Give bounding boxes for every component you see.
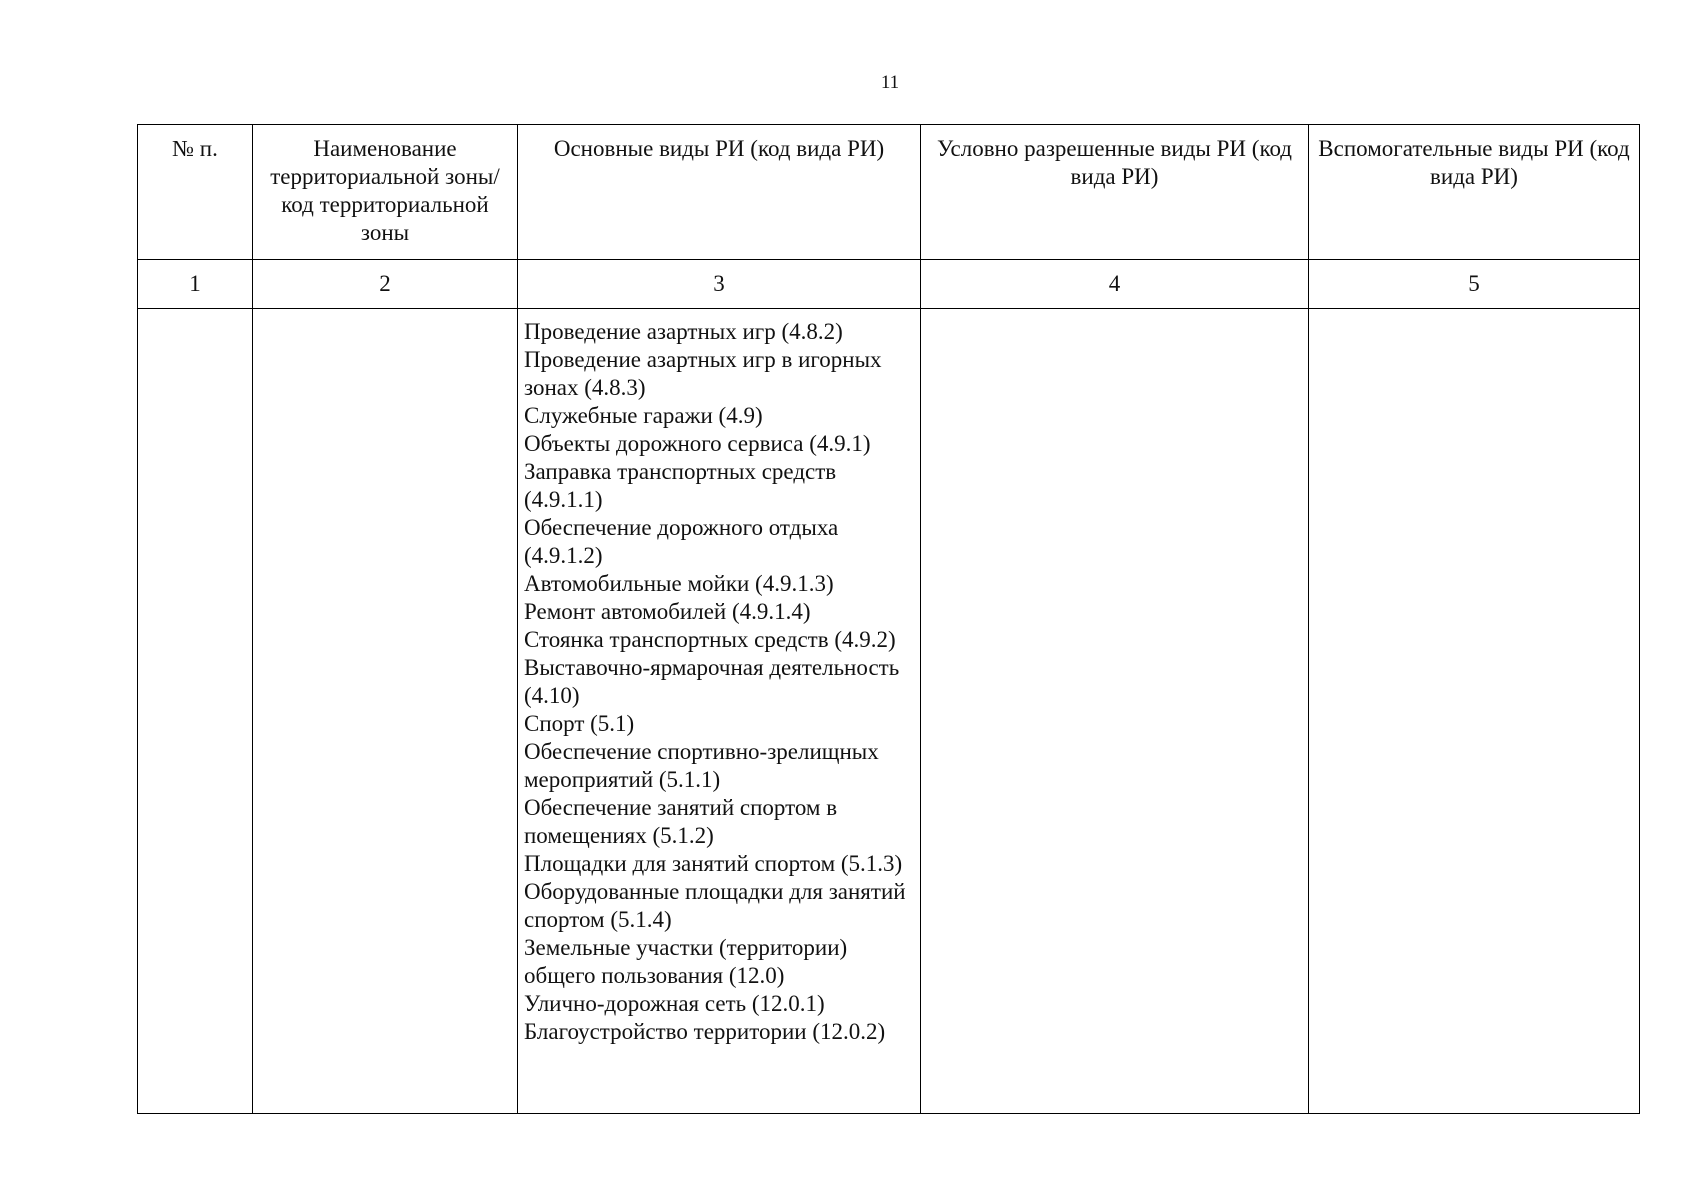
table-row [138,309,1640,1114]
list-item: Заправка транспортных средств (4.9.1.1) [524,459,837,512]
header-zone-name: Наименование территориальной зоны/код территориальной зоны [253,125,518,260]
row-number-cell [138,309,253,1114]
column-number-row [138,260,1640,309]
list-item: Спорт (5.1) [524,711,635,736]
list-item: Улично-дорожная сеть (12.0.1) [524,991,825,1016]
column-number: 1 [138,260,253,309]
header-conditional-uses: Условно разрешенные виды РИ (код вида РИ) [921,125,1309,260]
zone-name-cell [253,309,518,1114]
column-number: 4 [921,260,1309,309]
list-item: Проведение азартных игр в игорных зонах (4.8.3) [524,347,882,400]
list-item: Обеспечение дорожного отдыха (4.9.1.2) [524,515,839,568]
list-item: Благоустройство территории (12.0.2) [524,1019,886,1044]
header-auxiliary-uses: Вспомогательные виды РИ (код вида РИ) [1309,125,1640,260]
list-item: Ремонт автомобилей (4.9.1.4) [524,599,811,624]
list-item: Объекты дорожного сервиса (4.9.1) [524,431,871,456]
list-item: Выставочно-ярмарочная деятельность (4.10) [524,655,900,708]
table-header-row [138,125,1640,260]
list-item: Оборудованные площадки для занятий спортом (5.1.4) [524,879,906,932]
list-item: Земельные участки (территории) общего пользования (12.0) [524,935,848,988]
list-item: Стоянка транспортных средств (4.9.2) [524,627,896,652]
list-item: Площадки для занятий спортом (5.1.3) [524,851,903,876]
list-item: Обеспечение спортивно-зрелищных мероприятий (5.1.1) [524,739,879,792]
conditional-uses-cell [921,309,1309,1114]
column-number: 2 [253,260,518,309]
header-number: № п. [138,125,253,260]
list-item: Проведение азартных игр (4.8.2) [524,319,843,344]
column-number: 3 [518,260,921,309]
main-uses-cell [518,309,921,1114]
header-main-uses: Основные виды РИ (код вида РИ) [518,125,921,260]
zoning-table [137,124,1640,1114]
auxiliary-uses-cell [1309,309,1640,1114]
column-number: 5 [1309,260,1640,309]
list-item: Обеспечение занятий спортом в помещениях (5.1.2) [524,795,838,848]
list-item: Служебные гаражи (4.9) [524,403,763,428]
list-item: Автомобильные мойки (4.9.1.3) [524,571,834,596]
page-number: 11 [880,72,900,93]
main-uses-list [518,309,920,1046]
